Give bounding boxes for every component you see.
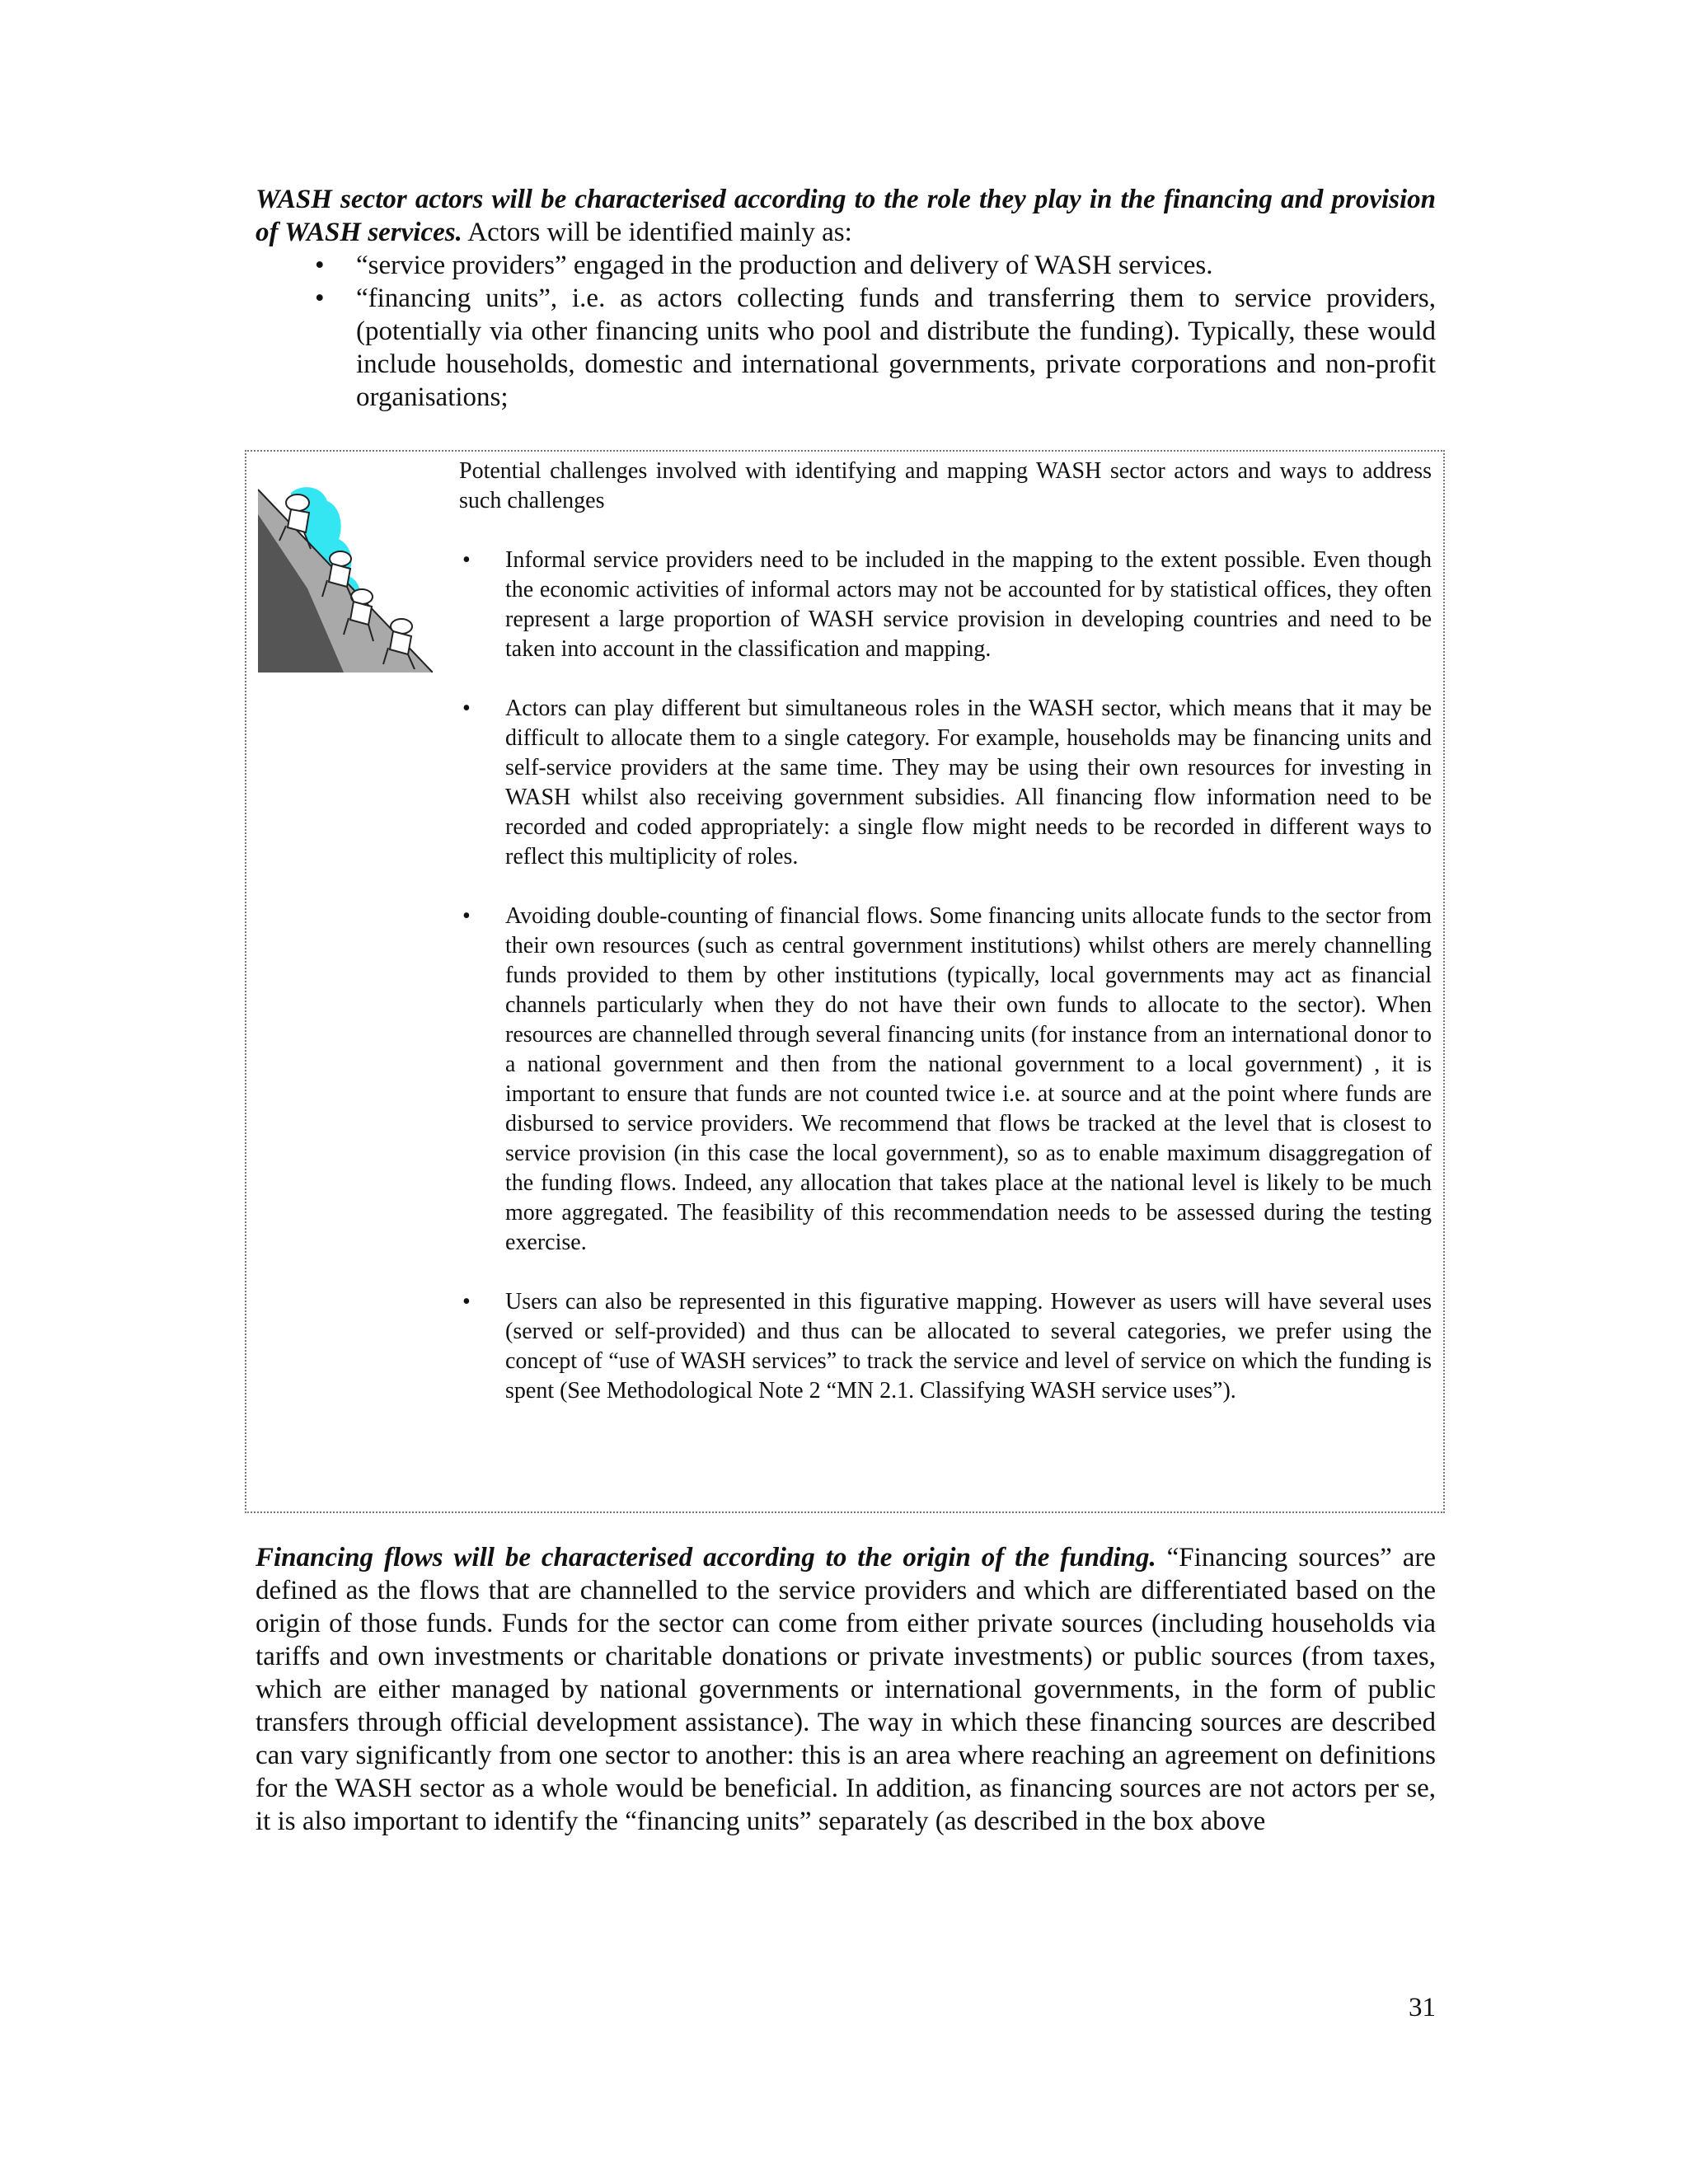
actor-list-item <box>256 249 1436 282</box>
actor-list-item-text: “financing units”, i.e. as actors collecting funds and transferring them to service providers, (potentially via other financing units who pool and distribute the funding). Typically, these would include households, domestic and international governments, private corporations and non-profit organisations; <box>356 284 1436 412</box>
bullet-icon: • <box>315 251 325 280</box>
challenge-item-text: Avoiding double-counting of financial flows. Some financing units allocate funds to the sector from their own resources (such as central government institutions) whilst others are merely channelling funds provided to them by other institutions (typically, local governments may act as financial channels particularly when they do not have their own funds to allocate to the sector). When resources are channelled through several financing units (for instance from an international donor to a national government and then from the national government to a local government) , it is important to ensure that funds are not counted twice i.e. at source and at the point where funds are disbursed to service providers. We recommend that flows be tracked at the level that is closest to service provision (in this case the local government), so as to enable maximum disaggregation of the funding flows. Indeed, any allocation that takes place at the national level is likely to be much more aggregated. The feasibility of this recommendation needs to be assessed during the testing exercise. <box>505 903 1432 1255</box>
challenge-item <box>459 1287 1432 1406</box>
challenges-list <box>459 546 1432 1406</box>
bullet-icon: • <box>462 903 471 929</box>
bullet-icon: • <box>462 547 471 573</box>
challenges-box <box>245 450 1445 1513</box>
intro-rest: Actors will be identified mainly as: <box>462 218 852 247</box>
bullet-icon: • <box>462 696 471 721</box>
challenges-heading: Potential challenges involved with identifying and mapping WASH sector actors and ways to address such challenges <box>459 458 1432 513</box>
bullet-icon: • <box>462 1289 471 1315</box>
climbers-on-mountain-icon <box>258 481 433 673</box>
financing-lead: Financing flows will be characterised according to the origin of the funding. <box>256 1543 1156 1572</box>
challenge-item <box>459 694 1432 872</box>
intro-section <box>256 183 1436 414</box>
challenge-item <box>459 902 1432 1258</box>
page-number: 31 <box>1409 1993 1436 2022</box>
challenge-item-text: Users can also be represented in this figurative mapping. However as users will have several uses (served or self-provided) and thus can be allocated to several categories, we prefer using the concept of “use of WASH services” to track the service and level of service on which the funding is spent (See Methodological Note 2 “MN 2.1. Classifying WASH service uses”). <box>505 1289 1432 1404</box>
actor-list <box>256 249 1436 414</box>
challenge-item-text: Actors can play different but simultaneous roles in the WASH sector, which means that it may be difficult to allocate them to a single category. For example, households may be financing units and self-service providers at the same time. They may be using their own resources for investing in WASH whilst also receiving government subsidies. All financing flow information need to be recorded and coded appropriately: a single flow might needs to be recorded in different ways to reflect this multiplicity of roles. <box>505 696 1432 869</box>
financing-paragraph <box>256 1541 1436 1838</box>
intro-lead: WASH sector actors will be characterised according to the role they play in the financing and provision of WASH services. <box>256 185 1436 247</box>
actor-list-item-text: “service providers” engaged in the production and delivery of WASH services. <box>356 251 1213 280</box>
financing-rest: “Financing sources” are defined as the flows that are channelled to the service providers and which are differentiated based on the origin of those funds. Funds for the sector can come from either private sources (including households via tariffs and own investments or charitable donations or private investments) or public sources (from taxes, which are either managed by national governments or international governments, in the form of public transfers through official development assistance). The way in which these financing sources are described can vary significantly from one sector to another: this is an area where reaching an agreement on definitions for the WASH sector as a whole would be beneficial. In addition, as financing sources are not actors per se, it is also important to identify the “financing units” separately (as described in the box above <box>256 1543 1437 1836</box>
challenge-item-text: Informal service providers need to be included in the mapping to the extent possible. Even though the economic activities of informal actors may not be accounted for by statistical offices, they often represent a large proportion of WASH service provision in developing countries and need to be taken into account in the classification and mapping. <box>505 547 1432 662</box>
challenges-content <box>459 457 1432 1406</box>
bullet-icon: • <box>315 284 325 313</box>
challenge-item <box>459 546 1432 664</box>
actor-list-item <box>256 282 1436 414</box>
intro-paragraph <box>256 183 1436 249</box>
